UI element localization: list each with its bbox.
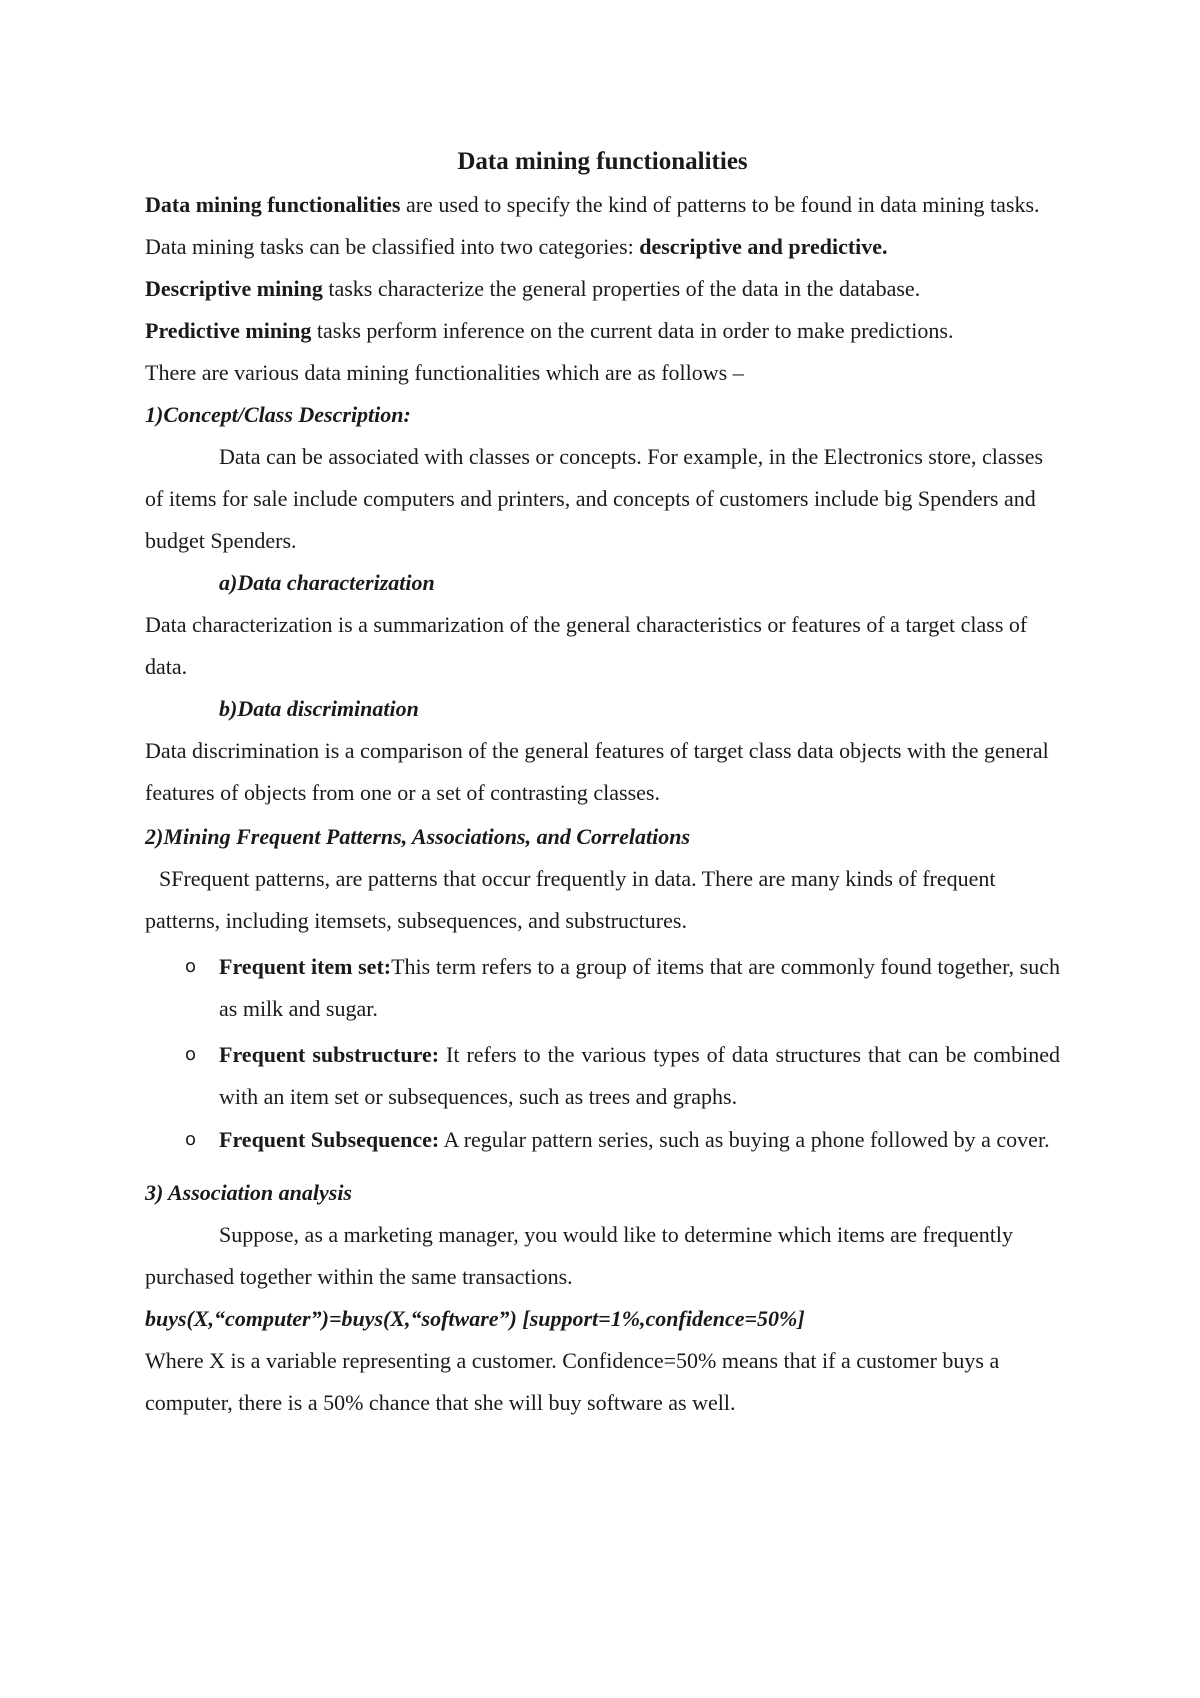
bullet-term: Frequent Subsequence: bbox=[219, 1127, 440, 1152]
descriptive-term: Descriptive mining bbox=[145, 276, 323, 301]
section2-heading: 2)Mining Frequent Patterns, Associations, and Correlations bbox=[145, 824, 691, 849]
list-item bbox=[145, 946, 1060, 1030]
descriptive-paragraph bbox=[145, 268, 1060, 310]
section1a-body: Data characterization is a summarization of the general characteristics or features of a target class of data. bbox=[145, 612, 1028, 679]
bullet-term: Frequent substructure: bbox=[219, 1042, 440, 1067]
intro-text: are used to specify the kind of patterns to be found in data mining tasks. Data mining tasks can be classified into two categories: bbox=[145, 192, 1040, 259]
predictive-term: Predictive mining bbox=[145, 318, 312, 343]
predictive-paragraph bbox=[145, 310, 1060, 352]
list-item bbox=[145, 1034, 1060, 1118]
intro-bold-categories: descriptive and predictive. bbox=[639, 234, 888, 259]
bullet-marker: o bbox=[185, 1044, 197, 1065]
section1b-body: Data discrimination is a comparison of the general features of target class data objects with the general features of objects from one or a set of contrasting classes. bbox=[145, 738, 1049, 805]
section2-body: SFrequent patterns, are patterns that occur frequently in data. There are many kinds of frequent patterns, including itemsets, subsequences, and substructures. bbox=[145, 866, 996, 933]
bullet-term: Frequent item set: bbox=[219, 954, 392, 979]
descriptive-text: tasks characterize the general properties of the data in the database. bbox=[322, 276, 921, 301]
page-title: Data mining functionalities bbox=[457, 148, 748, 175]
various-line: There are various data mining functionalities which are as follows – bbox=[145, 360, 744, 385]
section1a-heading: a)Data characterization bbox=[219, 570, 435, 595]
bullet-text: A regular pattern series, such as buying a phone followed by a cover. bbox=[439, 1127, 1050, 1152]
frequent-pattern-list bbox=[145, 946, 1060, 1158]
bullet-text: It refers to the various types of data structures that can be combined with an item set or subsequences, such as trees and graphs. bbox=[219, 1042, 1061, 1109]
section1b-heading: b)Data discrimination bbox=[219, 696, 419, 721]
section3-body: Suppose, as a marketing manager, you would like to determine which items are frequently purchased together within the same transactions. bbox=[145, 1222, 1013, 1289]
bullet-text: This term refers to a group of items that are commonly found together, such as milk and sugar. bbox=[219, 954, 1060, 1021]
intro-paragraph bbox=[145, 184, 1060, 268]
association-rule: buys(X,“computer”)=buys(X,“software”) [support=1%,confidence=50%] bbox=[145, 1306, 805, 1331]
predictive-text: tasks perform inference on the current data in order to make predictions. bbox=[311, 318, 954, 343]
section3-heading: 3) Association analysis bbox=[145, 1180, 352, 1205]
section1-heading: 1)Concept/Class Description: bbox=[145, 402, 411, 427]
section1-body: Data can be associated with classes or concepts. For example, in the Electronics store, classes of items for sale include computers and printers, and concepts of customers include big Spenders and budget Spenders. bbox=[145, 444, 1044, 553]
bullet-marker: o bbox=[185, 1129, 197, 1150]
bullet-marker: o bbox=[185, 956, 197, 977]
section3-explanation: Where X is a variable representing a customer. Confidence=50% means that if a customer buys a computer, there is a 50% chance that she will buy software as well. bbox=[145, 1348, 1000, 1415]
intro-bold-term: Data mining functionalities bbox=[145, 192, 401, 217]
list-item bbox=[145, 1122, 1060, 1158]
